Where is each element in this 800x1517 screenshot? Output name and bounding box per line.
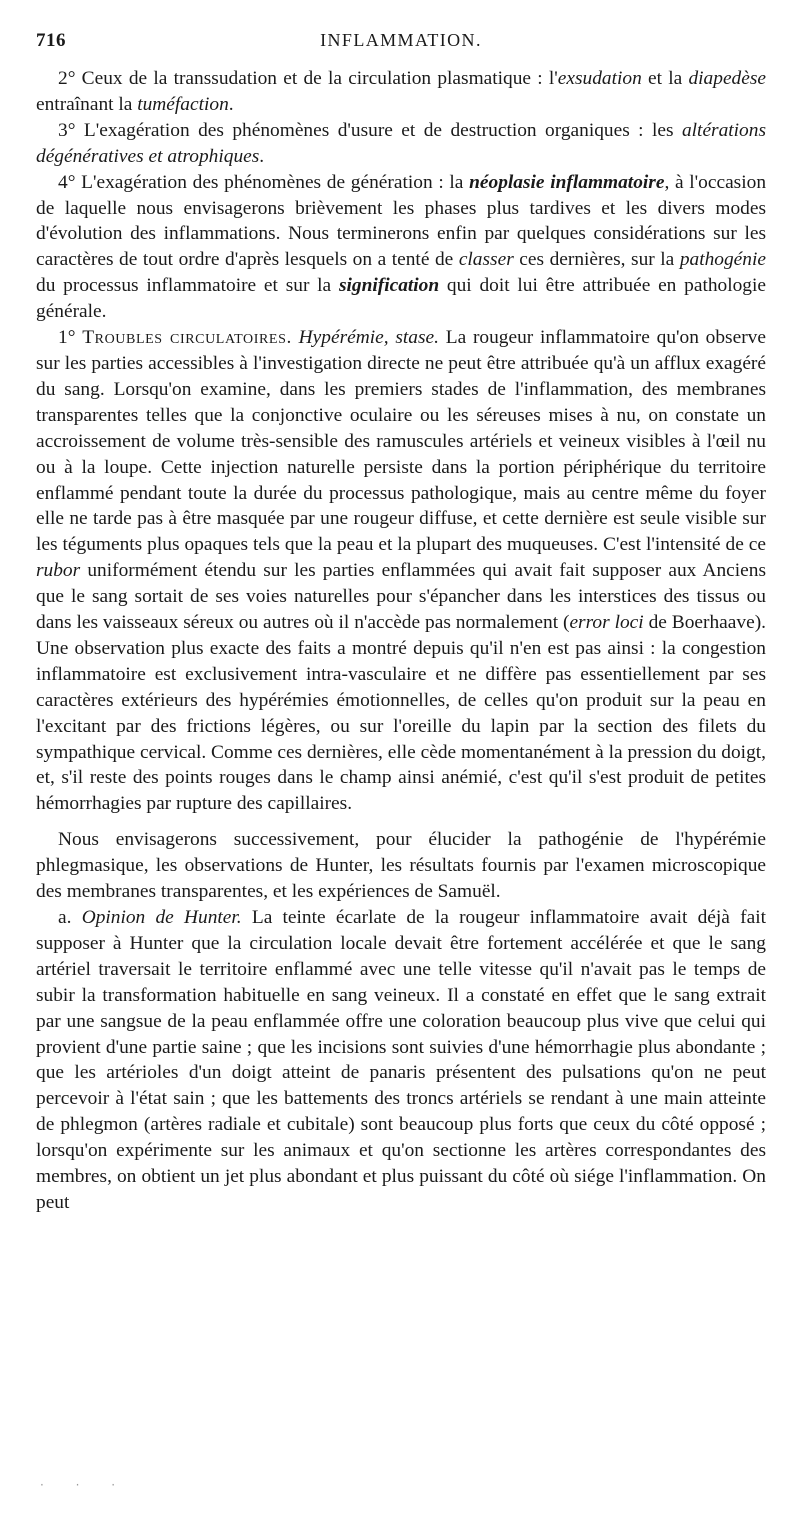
page-number: 716 bbox=[36, 30, 66, 51]
paragraph-alterations: 3° L'exagération des phénomènes d'usure et de destruction organiques : les altérations dégénératives et atrophiques. bbox=[36, 119, 766, 167]
paragraph-opinion-hunter: a. Opinion de Hunter. La teinte écarlate de la rougeur inflammatoire avait déjà fait supposer à Hunter que la circulation locale devait être fortement accélérée et que le sang artériel traversait le territoire enflammé avec une telle vitesse qu'il n'avait pas le temps de subir la transformation habituelle en sang veineux. Il a constaté en effet que le sang extrait par une sangsue de la peau enflammée offre une coloration beaucoup plus vive que celui qui provient d'une partie saine ; que les incisions sont suivies d'une hémorrhagie plus abondante ; que les artérioles d'un doigt atteint de panaris présentent des pulsations qu'on ne peut percevoir à l'état sain ; que les battements des troncs artériels se rendant à une main atteinte de phlegmon (artères radiale et cubitale) sont beaucoup plus forts que ceux du côté opposé ; lorsqu'on expérimente sur les animaux et qu'on sectionne les artères correspondantes des membres, on obtient un jet plus abondant et plus puissant du côté où siége l'inflammation. On peut bbox=[36, 907, 766, 1213]
paragraph-envisagerons: Nous envisagerons successivement, pour élucider la pathogénie de l'hypérémie phlegmasique, les observations de Hunter, les résultats fournis par l'examen microscopique des membranes transparentes, et les expériences de Samuël. bbox=[36, 829, 766, 903]
scan-specks: · · · bbox=[40, 1478, 130, 1492]
running-title: INFLAMMATION. bbox=[320, 30, 482, 50]
paragraph-troubles-circulatoires: 1° Troubles circulatoires. Hypérémie, stase. La rougeur inflammatoire qu'on observe sur les parties accessibles à l'investigation directe ne peut être attribuée qu'à un afflux exagéré du sang. Lorsqu'on examine, dans les premiers stades de l'inflammation, des membranes transparentes telles que la conjonctive oculaire ou les séreuses mises à nu, on constate un accroissement de volume très-sensible des ramuscules artériels et veineux visibles à l'œil nu ou à la loupe. Cette injection naturelle persiste dans la portion périphérique du territoire enflammé pendant toute la durée du processus pathologique, mais au centre même du foyer elle ne tarde pas à être masquée par une rougeur diffuse, et cette dernière est seule visible sur les téguments plus opaques tels que la peau et la plupart des muqueuses. C'est l'intensité de ce rubor uniformément étendu sur les parties enflammées qui avait fait supposer aux Anciens que le sang sortait de ses voies naturelles pour s'épancher dans les interstices des tissus ou dans les vaisseaux séreux ou autres où il n'accède pas normalement (error loci de Boerhaave). Une observation plus exacte des faits a montré depuis qu'il n'en est pas ainsi : la congestion inflammatoire est exclusivement intra-vasculaire et ne diffère pas essentiellement par ses caractères extérieurs des hypérémies émotionnelles, de celles qu'on produit sur la peau en l'excitant par des frictions légères, ou sur l'oreille du lapin par la section des filets du sympathique cervical. Comme ces dernières, elle cède momentanément à la pression du doigt, et, s'il reste des points rouges dans le champ ainsi anémié, c'est qu'il s'est produit de petites hémorrhagies par rupture des capillaires. bbox=[36, 327, 766, 815]
running-header bbox=[36, 28, 766, 54]
section-heading: Troubles circulatoires. bbox=[82, 327, 292, 349]
paragraph-neoplasie: 4° L'exagération des phénomènes de génération : la néoplasie inflammatoire, à l'occasion de laquelle nous envisagerons brièvement les phases plus tardives et les divers modes d'évolution des inflammations. Nous terminerons enfin par quelques considérations sur les caractères de tout ordre d'après lesquels on a tenté de classer ces dernières, sur la pathogénie du processus inflammatoire et sur la signification qui doit lui être attribuée en pathologie générale. bbox=[36, 171, 767, 323]
subsection-title: Hypérémie, stase. bbox=[298, 327, 439, 349]
subsection-title-hunter: Opinion de Hunter. bbox=[81, 907, 242, 928]
paragraph-transsudation: 2° Ceux de la transsudation et de la circulation plasmatique : l'exsudation et la diapedèse entraînant la tuméfaction. bbox=[36, 68, 767, 115]
